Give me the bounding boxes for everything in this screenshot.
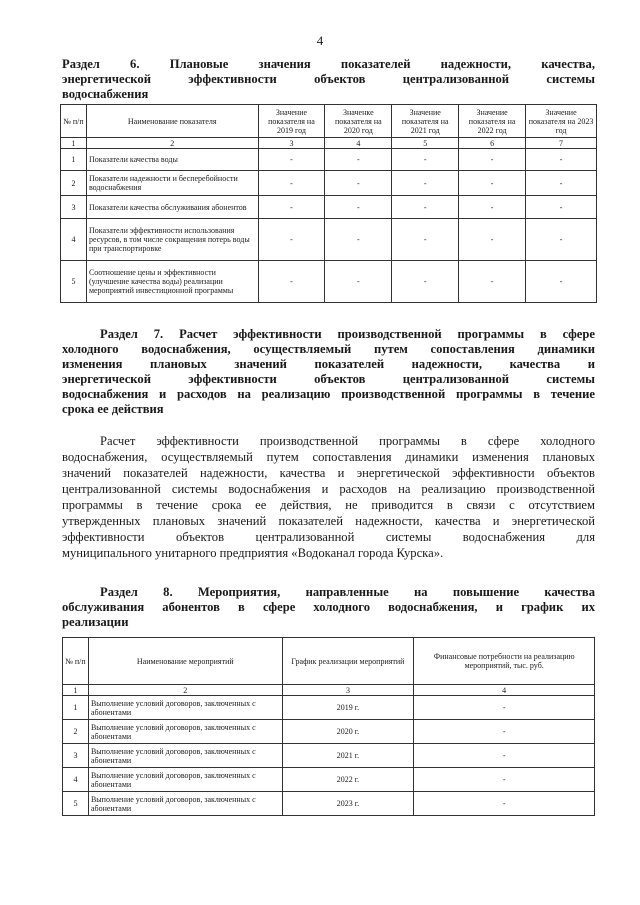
row-name: Показатели эффективности использования ресурсов, в том числе сокращения потерь воды при транспортировке	[86, 219, 258, 261]
section8-heading-line: Раздел 8. Мероприятия, направленные на повышение качества	[100, 585, 595, 599]
col-number: 6	[459, 138, 526, 149]
col-number: 3	[258, 138, 325, 149]
value-2021: -	[392, 196, 459, 219]
row-num: 5	[63, 792, 89, 816]
value-2020: -	[325, 171, 392, 196]
header-2019: Значение показателя на 2019 год	[258, 105, 325, 138]
row-num: 3	[63, 744, 89, 768]
value-2022: -	[459, 149, 526, 171]
row-year: 2022 г.	[282, 768, 414, 792]
value-2021: -	[392, 219, 459, 261]
table-header-row	[63, 638, 595, 685]
paragraph-line: водоснабжения, осуществляемый путем сопоставления динамики изменения плановых	[62, 450, 595, 464]
value-2022: -	[459, 261, 526, 303]
col-number: 4	[414, 685, 595, 696]
table-row	[63, 720, 595, 744]
col-number: 5	[392, 138, 459, 149]
value-2019: -	[258, 196, 325, 219]
header-2020: Значенке показателя на 2020 год	[325, 105, 392, 138]
col-number: 2	[86, 138, 258, 149]
row-num: 3	[61, 196, 87, 219]
row-year: 2019 г.	[282, 696, 414, 720]
row-num: 2	[61, 171, 87, 196]
value-2021: -	[392, 171, 459, 196]
table-row	[63, 744, 595, 768]
header-num: № п/п	[61, 105, 87, 138]
table-row	[61, 219, 597, 261]
value-2019: -	[258, 219, 325, 261]
value-2022: -	[459, 171, 526, 196]
row-year: 2021 г.	[282, 744, 414, 768]
header-finance: Финансовые потребности на реализацию мероприятий, тыс. руб.	[414, 638, 595, 685]
row-num: 4	[61, 219, 87, 261]
row-name: Соотношение цены и эффективности (улучшение качества воды) реализации мероприятий инвестиционной программы	[86, 261, 258, 303]
table-row	[61, 171, 597, 196]
table-row	[63, 792, 595, 816]
paragraph-line: муниципального унитарного предприятия «Водоканал города Курска».	[62, 546, 444, 560]
row-finance: -	[414, 696, 595, 720]
row-num: 1	[61, 149, 87, 171]
paragraph-line: утвержденных плановых значений показателей надежности, качества и энергетической	[62, 514, 595, 528]
value-2022: -	[459, 196, 526, 219]
header-2022: Значение показателя на 2022 год	[459, 105, 526, 138]
page-number: 4	[316, 33, 324, 48]
table-row	[63, 768, 595, 792]
header-2021: Значение показателя на 2021 год	[392, 105, 459, 138]
paragraph-line: эффективности объектов централизованной системы водоснабжения для	[62, 530, 595, 544]
value-2022: -	[459, 219, 526, 261]
row-finance: -	[414, 720, 595, 744]
value-2023: -	[526, 149, 597, 171]
paragraph-line: Расчет эффективности производственной программы в сфере холодного	[100, 434, 595, 448]
section7-heading-line: Раздел 7. Расчет эффективности производственной программы в сфере	[100, 327, 595, 341]
measures-table	[62, 637, 595, 816]
value-2019: -	[258, 149, 325, 171]
col-number: 4	[325, 138, 392, 149]
paragraph-line: значений показателей надежности, качества и энергетической эффективности объектов	[62, 466, 595, 480]
paragraph-line: централизованной системы водоснабжения и расходов на реализацию производственной	[62, 482, 595, 496]
table-header-row	[61, 105, 597, 138]
value-2021: -	[392, 261, 459, 303]
row-finance: -	[414, 768, 595, 792]
section8-heading-line: обслуживания абонентов в сфере холодного водоснабжения, и график их	[62, 600, 595, 614]
table-row	[61, 261, 597, 303]
value-2019: -	[258, 171, 325, 196]
value-2021: -	[392, 149, 459, 171]
section7-heading-line: изменения плановых значений показателей надежности, качества и	[62, 357, 595, 371]
column-number-row	[63, 685, 595, 696]
section6-heading-line: энергетической эффективности объектов централизованной системы	[62, 72, 595, 86]
row-num: 1	[63, 696, 89, 720]
value-2023: -	[526, 196, 597, 219]
row-year: 2023 г.	[282, 792, 414, 816]
row-name: Выполнение условий договоров, заключенных с абонентами	[88, 792, 282, 816]
col-number: 7	[526, 138, 597, 149]
col-number: 1	[63, 685, 89, 696]
row-name: Выполнение условий договоров, заключенных с абонентами	[88, 744, 282, 768]
col-number: 3	[282, 685, 414, 696]
section8-heading-line: реализации	[62, 615, 129, 629]
section7-heading-line: срока ее действия	[62, 402, 164, 416]
row-year: 2020 г.	[282, 720, 414, 744]
header-num: № п/п	[63, 638, 89, 685]
header-schedule: График реализации мероприятий	[282, 638, 414, 685]
row-finance: -	[414, 792, 595, 816]
value-2023: -	[526, 171, 597, 196]
row-name: Выполнение условий договоров, заключенных с абонентами	[88, 720, 282, 744]
value-2023: -	[526, 261, 597, 303]
row-num: 2	[63, 720, 89, 744]
value-2020: -	[325, 219, 392, 261]
row-num: 4	[63, 768, 89, 792]
row-finance: -	[414, 744, 595, 768]
row-name: Показатели качества воды	[86, 149, 258, 171]
row-name: Показатели качества обслуживания абонентов	[86, 196, 258, 219]
table-row	[61, 196, 597, 219]
row-num: 5	[61, 261, 87, 303]
row-name: Выполнение условий договоров, заключенных с абонентами	[88, 768, 282, 792]
section7-heading-line: энергетической эффективности объектов централизованной системы	[62, 372, 595, 386]
value-2020: -	[325, 196, 392, 219]
column-number-row	[61, 138, 597, 149]
header-2023: Значение показателя на 2023 год	[526, 105, 597, 138]
indicators-table	[60, 104, 597, 303]
value-2020: -	[325, 261, 392, 303]
section6-heading-line: Раздел 6. Плановые значения показателей надежности, качества,	[62, 57, 595, 71]
value-2020: -	[325, 149, 392, 171]
paragraph-line: программы в течение срока ее действия, не приводится в связи с отсутствием	[62, 498, 595, 512]
header-name: Наименование показателя	[86, 105, 258, 138]
header-name: Наименование мероприятий	[88, 638, 282, 685]
table-row	[63, 696, 595, 720]
col-number: 1	[61, 138, 87, 149]
col-number: 2	[88, 685, 282, 696]
row-name: Показатели надежности и бесперебойности водоснабжения	[86, 171, 258, 196]
section6-heading-line: водоснабжения	[62, 87, 149, 101]
section7-heading-line: водоснабжения и расходов на реализацию производственной программы в течение	[62, 387, 595, 401]
row-name: Выполнение условий договоров, заключенных с абонентами	[88, 696, 282, 720]
value-2023: -	[526, 219, 597, 261]
value-2019: -	[258, 261, 325, 303]
table-row	[61, 149, 597, 171]
section7-heading-line: холодного водоснабжения, осуществляемый путем сопоставления динамики	[62, 342, 595, 356]
